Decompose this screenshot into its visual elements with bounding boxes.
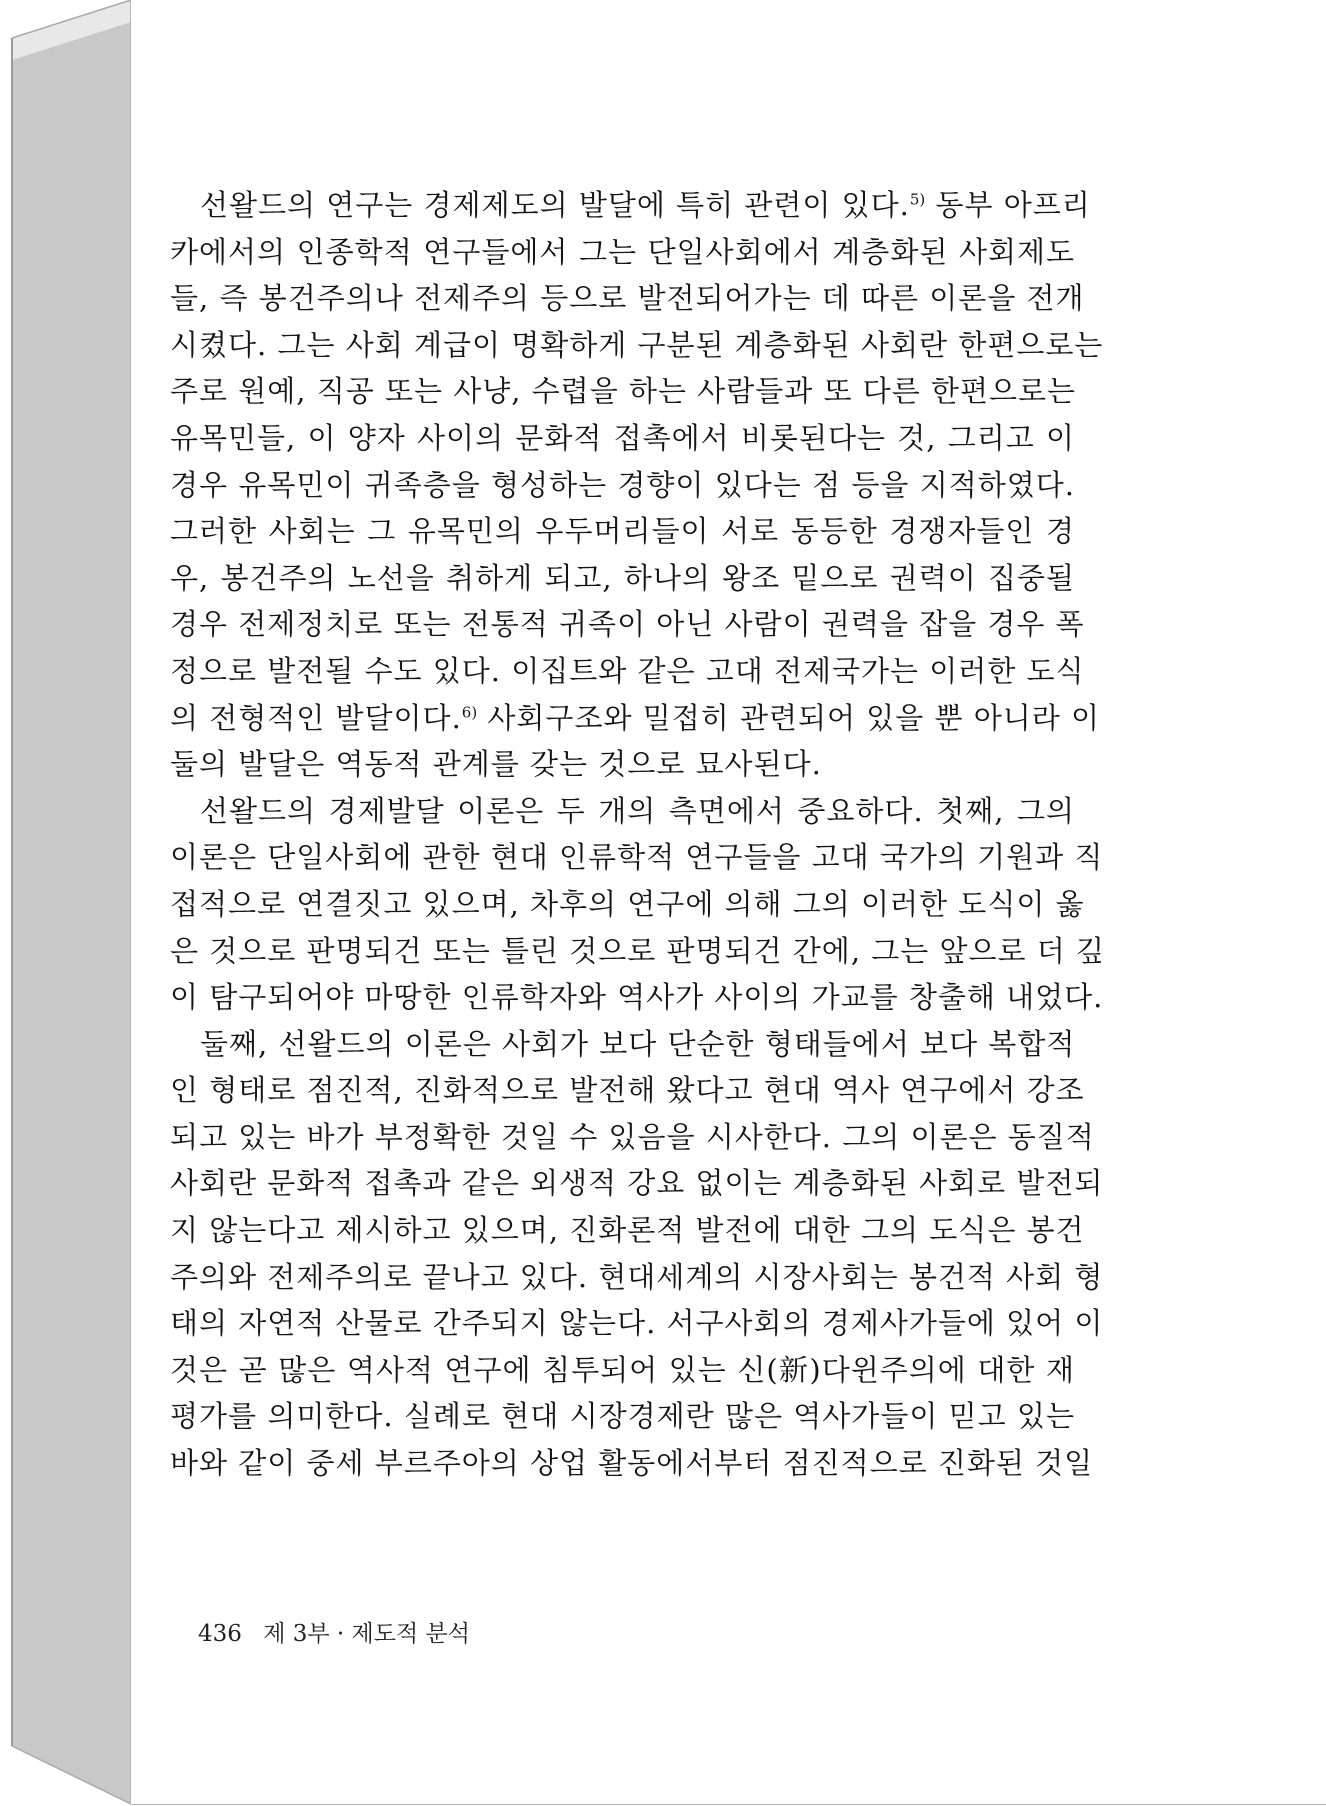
text-line-content: 바와 같이 중세 부르주아의 상업 활동에서부터 점진적으로 진화된 것일 (170, 1446, 1094, 1481)
text-line (170, 881, 1085, 928)
text-line-content: 이론은 단일사회에 관한 현대 인류학적 연구들을 고대 국가의 기원과 직 (170, 840, 1104, 875)
text-line-content: 사회구조와 밀접히 관련되어 있을 뿐 아니라 이 (477, 700, 1100, 735)
text-line-content: 둘째, 선왈드의 이론은 사회가 보다 단순한 형태들에서 보다 복합적 (200, 1026, 1076, 1061)
text-line-content: 동부 아프리 (925, 188, 1091, 222)
text-line (170, 788, 1075, 835)
running-footer-title: 제 3부 · 제도적 분석 (263, 1621, 470, 1647)
footnote-marker: 5) (909, 190, 926, 209)
text-line-content: 시켰다. 그는 사회 계급이 명확하게 구분된 계층화된 사회란 한편으로는 (170, 327, 1104, 362)
text-line-content: 주로 원예, 직공 또는 사냥, 수렵을 하는 사람들과 또 다른 한편으로는 (170, 374, 1076, 409)
text-line-content: 사회란 문화적 접촉과 같은 외생적 강요 없이는 계층화된 사회로 발전되 (170, 1166, 1104, 1201)
text-line-content: 유목민들, 이 양자 사이의 문화적 접촉에서 비롯된다는 것, 그리고 이 (170, 420, 1075, 455)
text-line-content: 카에서의 인종학적 연구들에서 그는 단일사회에서 계층화된 사회제도 (170, 234, 1075, 269)
text-line (170, 182, 1091, 229)
text-line-content: 경우 전제정치로 또는 전통적 귀족이 아닌 사람이 권력을 잡을 경우 폭 (170, 607, 1085, 642)
text-line-content: 지 않는다고 제시하고 있으며, 진화론적 발전에 대한 그의 도식은 봉건 (170, 1213, 1085, 1248)
text-line-content: 주의와 전제주의로 끝나고 있다. 현대세계의 시장사회는 봉건적 사회 형 (170, 1259, 1104, 1294)
text-line (170, 229, 1075, 276)
text-line-content: 인 형태로 점진적, 진화적으로 발전해 왔다고 현대 역사 연구에서 강조 (170, 1073, 1085, 1108)
text-line (170, 695, 1100, 742)
text-line (170, 1393, 1075, 1440)
text-line-content: 선왈드의 경제발달 이론은 두 개의 측면에서 중요하다. 첫째, 그의 (200, 793, 1075, 828)
text-line-content: 은 것으로 판명되건 또는 틀린 것으로 판명되건 간에, 그는 앞으로 더 깊 (170, 933, 1106, 968)
text-line (170, 1207, 1085, 1254)
text-line (170, 415, 1075, 462)
body-text (170, 182, 1106, 1487)
text-line-content: 이 탐구되어야 마땅한 인류학자와 역사가 사이의 가교를 창출해 내었다. (170, 980, 1104, 1015)
text-line-content: 선왈드의 연구는 경제제도의 발달에 특히 관련이 있다. (200, 188, 910, 222)
text-line-content: 우, 봉건주의 노선을 취하게 되고, 하나의 왕조 밑으로 권력이 집중될 (170, 560, 1075, 595)
text-line (170, 648, 1085, 695)
text-line (170, 974, 1104, 1021)
text-line (170, 1254, 1104, 1301)
text-line (170, 834, 1104, 881)
text-line (170, 1440, 1094, 1487)
footnote-marker: 6) (461, 702, 478, 721)
text-line (170, 508, 1075, 555)
text-line (170, 928, 1106, 975)
text-line-content: 경우 유목민이 귀족층을 형성하는 경향이 있다는 점 등을 지적하였다. (170, 467, 1075, 502)
text-line (170, 1021, 1075, 1068)
text-line (170, 1114, 1095, 1161)
page-number: 436 (198, 1621, 242, 1647)
text-line (170, 368, 1075, 415)
page-footer (198, 1615, 470, 1648)
text-line (170, 601, 1085, 648)
text-line-content: 것은 곧 많은 역사적 연구에 침투되어 있는 신(新)다윈주의에 대한 재 (170, 1352, 1075, 1387)
text-line (170, 322, 1104, 369)
text-line-content: 둘의 발달은 역동적 관계를 갖는 것으로 묘사된다. (170, 747, 822, 782)
text-line (170, 555, 1075, 602)
text-line-content: 접적으로 연결짓고 있으며, 차후의 연구에 의해 그의 이러한 도식이 옳 (170, 886, 1085, 921)
text-line (170, 275, 1085, 322)
text-line-content: 태의 자연적 산물로 간주되지 않는다. 서구사회의 경제사가들에 있어 이 (170, 1306, 1104, 1341)
text-line (170, 1160, 1104, 1207)
text-line (170, 1347, 1075, 1394)
text-line-content: 의 전형적인 발달이다. (170, 700, 462, 735)
text-line (170, 1067, 1085, 1114)
text-line (170, 1300, 1104, 1347)
text-line-content: 들, 즉 봉건주의나 전제주의 등으로 발전되어가는 데 따른 이론을 전개 (170, 281, 1085, 316)
text-line (170, 741, 1075, 788)
text-line-content: 되고 있는 바가 부정확한 것일 수 있음을 시사한다. 그의 이론은 동질적 (170, 1119, 1095, 1154)
text-line-content: 그러한 사회는 그 유목민의 우두머리들이 서로 동등한 경쟁자들인 경 (170, 514, 1075, 549)
text-line-content: 평가를 의미한다. 실례로 현대 시장경제란 많은 역사가들이 믿고 있는 (170, 1399, 1075, 1434)
text-line-content: 정으로 발전될 수도 있다. 이집트와 같은 고대 전제국가는 이러한 도식 (170, 653, 1085, 688)
text-line (170, 462, 1075, 509)
